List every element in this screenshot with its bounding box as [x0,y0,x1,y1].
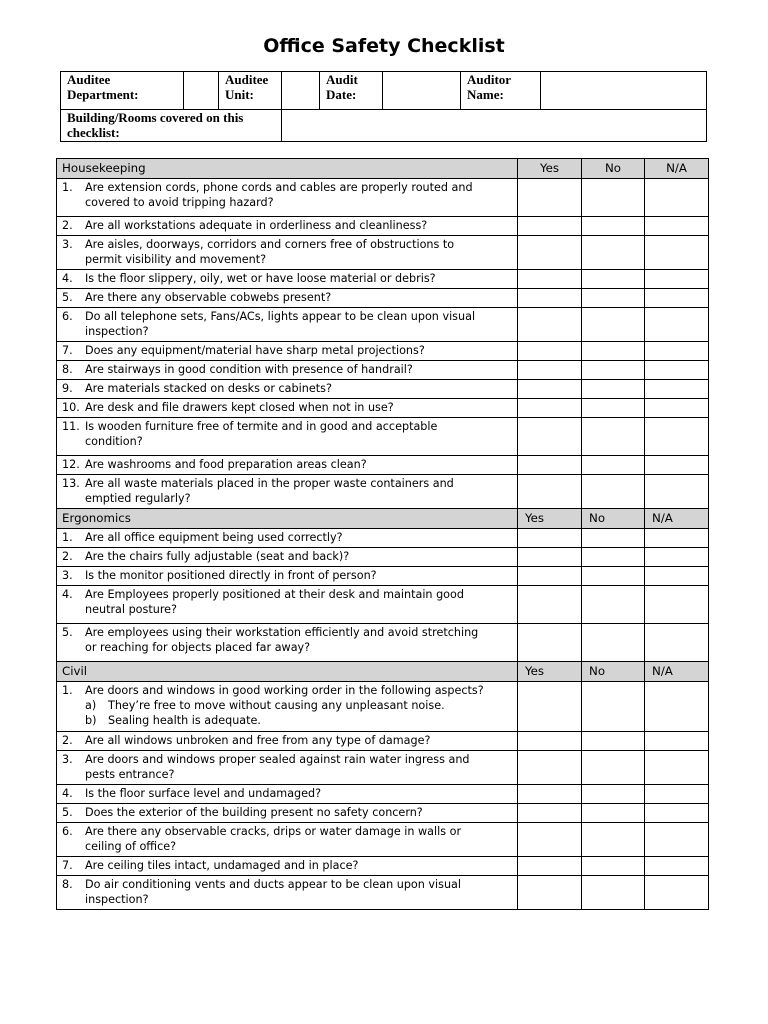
no-answer-cell[interactable] [582,289,645,308]
question-cell [57,342,518,361]
yes-column-header: Yes [518,159,582,179]
question-cell [57,624,518,662]
na-column-header: N/A [645,509,709,529]
question-number: 2. [62,219,73,232]
yes-column-header: Yes [518,509,582,529]
question-cell [57,857,518,876]
no-answer-cell[interactable] [582,270,645,289]
checklist-row [57,456,709,475]
question-cell [57,682,518,732]
question-text: Is the floor surface level and undamaged? [85,787,322,800]
checklist-table [56,158,709,910]
na-answer-cell[interactable] [645,236,709,270]
question-number: 8. [62,363,73,376]
checklist-row [57,548,709,567]
question-text: Does any equipment/material have sharp metal projections? [85,344,425,357]
question-number: 5. [62,626,73,639]
sub-question-list [85,698,485,728]
yes-answer-cell[interactable] [518,823,582,857]
question-cell [57,217,518,236]
yes-answer-cell[interactable] [518,751,582,785]
question-cell [57,289,518,308]
checklist-row [57,270,709,289]
sub-question [85,698,485,713]
question-text: Are all waste materials placed in the proper waste containers and emptied regularly? [85,477,454,505]
question-text: Is the floor slippery, oily, wet or have loose material or debris? [85,272,436,285]
question-text: Are washrooms and food preparation areas clean? [85,458,367,471]
question-text: Are extension cords, phone cords and cables are properly routed and covered to avoid tripping hazard? [85,181,473,209]
question-number: 6. [62,310,73,323]
section-title: Civil [57,662,518,682]
yes-answer-cell[interactable] [518,732,582,751]
na-answer-cell[interactable] [645,475,709,509]
yes-answer-cell[interactable] [518,586,582,624]
yes-answer-cell[interactable] [518,475,582,509]
auditee-unit-label: Auditee Unit: [219,72,282,110]
question-number: 7. [62,859,73,872]
question-text: Are all workstations adequate in orderliness and cleanliness? [85,219,428,232]
sub-question-label: b) [85,714,97,727]
na-answer-cell[interactable] [645,567,709,586]
na-answer-cell[interactable] [645,342,709,361]
question-number: 11. [62,420,80,433]
question-text: Are employees using their workstation efficiently and avoid stretching or reaching for objects placed far away? [85,626,479,654]
question-cell [57,380,518,399]
na-answer-cell[interactable] [645,418,709,456]
checklist-row [57,380,709,399]
na-answer-cell[interactable] [645,823,709,857]
question-text: Are desk and file drawers kept closed when not in use? [85,401,394,414]
question-text: Are stairways in good condition with presence of handrail? [85,363,413,376]
checklist-row [57,804,709,823]
section-header-housekeeping [57,159,709,179]
question-cell [57,732,518,751]
question-cell [57,308,518,342]
yes-answer-cell[interactable] [518,380,582,399]
na-answer-cell[interactable] [645,217,709,236]
no-answer-cell[interactable] [582,823,645,857]
no-answer-cell[interactable] [582,804,645,823]
question-text: Are there any observable cracks, drips or water damage in walls or ceiling of office? [85,825,462,853]
yes-answer-cell[interactable] [518,361,582,380]
question-cell [57,179,518,217]
question-number: 1. [62,181,73,194]
question-text: Are all windows unbroken and free from any type of damage? [85,734,431,747]
na-answer-cell[interactable] [645,804,709,823]
yes-answer-cell[interactable] [518,857,582,876]
checklist-row [57,857,709,876]
checklist-row [57,399,709,418]
question-number: 8. [62,878,73,891]
yes-answer-cell[interactable] [518,804,582,823]
no-column-header: No [582,662,645,682]
na-answer-cell[interactable] [645,548,709,567]
yes-answer-cell[interactable] [518,179,582,217]
section-title: Ergonomics [57,509,518,529]
question-number: 12. [62,458,80,471]
checklist-row [57,567,709,586]
question-cell [57,418,518,456]
question-number: 1. [62,684,73,697]
question-text: Are doors and windows in good working order in the following aspects? [85,684,484,697]
no-answer-cell[interactable] [582,682,645,732]
building-rooms-label: Building/Rooms covered on this checklist: [61,110,282,142]
question-number: 4. [62,272,73,285]
yes-answer-cell[interactable] [518,399,582,418]
no-answer-cell[interactable] [582,475,645,509]
auditor-name-label: Auditor Name: [461,72,541,110]
question-number: 3. [62,238,73,251]
section-title: Housekeeping [57,159,518,179]
no-answer-cell[interactable] [582,342,645,361]
question-text: Are Employees properly positioned at their desk and maintain good neutral posture? [85,588,464,616]
checklist-row [57,823,709,857]
question-number: 4. [62,787,73,800]
no-answer-cell[interactable] [582,857,645,876]
na-answer-cell[interactable] [645,380,709,399]
yes-answer-cell[interactable] [518,456,582,475]
no-answer-cell[interactable] [582,399,645,418]
no-answer-cell[interactable] [582,732,645,751]
yes-answer-cell[interactable] [518,567,582,586]
yes-column-header: Yes [518,662,582,682]
question-text: Are materials stacked on desks or cabinets? [85,382,332,395]
na-answer-cell[interactable] [645,456,709,475]
checklist-row [57,624,709,662]
question-cell [57,751,518,785]
question-cell [57,548,518,567]
question-text: Are the chairs fully adjustable (seat and back)? [85,550,350,563]
question-cell [57,475,518,509]
section-header-ergonomics [57,509,709,529]
na-answer-cell[interactable] [645,361,709,380]
yes-answer-cell[interactable] [518,529,582,548]
na-answer-cell[interactable] [645,876,709,910]
no-answer-cell[interactable] [582,308,645,342]
auditee-unit-field[interactable] [282,72,320,110]
na-answer-cell[interactable] [645,529,709,548]
question-cell [57,586,518,624]
question-cell [57,270,518,289]
no-answer-cell[interactable] [582,418,645,456]
yes-answer-cell[interactable] [518,624,582,662]
checklist-row [57,308,709,342]
checklist-row [57,236,709,270]
audit-info-table [60,71,707,142]
no-answer-cell[interactable] [582,751,645,785]
na-column-header: N/A [645,662,709,682]
checklist-row [57,586,709,624]
page-title: Office Safety Checklist [263,35,505,57]
building-rooms-field[interactable] [282,110,707,142]
na-answer-cell[interactable] [645,270,709,289]
checklist-row [57,289,709,308]
question-number: 2. [62,550,73,563]
question-text: Does the exterior of the building present no safety concern? [85,806,423,819]
question-text: Are all office equipment being used correctly? [85,531,343,544]
no-answer-cell[interactable] [582,236,645,270]
question-text: Are ceiling tiles intact, undamaged and in place? [85,859,359,872]
auditee-department-field[interactable] [184,72,219,110]
checklist-row [57,732,709,751]
checklist-row [57,529,709,548]
yes-answer-cell[interactable] [518,876,582,910]
question-number: 3. [62,753,73,766]
question-cell [57,804,518,823]
no-answer-cell[interactable] [582,876,645,910]
yes-answer-cell[interactable] [518,418,582,456]
checklist-row [57,361,709,380]
na-answer-cell[interactable] [645,682,709,732]
question-number: 13. [62,477,80,490]
na-answer-cell[interactable] [645,751,709,785]
no-column-header: No [582,509,645,529]
question-text: Do all telephone sets, Fans/ACs, lights appear to be clean upon visual inspection? [85,310,476,338]
no-answer-cell[interactable] [582,380,645,399]
na-answer-cell[interactable] [645,308,709,342]
checklist-row [57,682,709,732]
section-header-civil [57,662,709,682]
audit-date-label: Audit Date: [320,72,383,110]
question-number: 1. [62,531,73,544]
question-text: Are doors and windows proper sealed against rain water ingress and pests entrance? [85,753,470,781]
na-answer-cell[interactable] [645,179,709,217]
yes-answer-cell[interactable] [518,289,582,308]
sub-question [85,713,485,728]
no-answer-cell[interactable] [582,548,645,567]
auditor-name-field[interactable] [541,72,707,110]
no-answer-cell[interactable] [582,529,645,548]
checklist-row [57,475,709,509]
checklist-row [57,785,709,804]
na-answer-cell[interactable] [645,732,709,751]
yes-answer-cell[interactable] [518,682,582,732]
no-answer-cell[interactable] [582,179,645,217]
yes-answer-cell[interactable] [518,236,582,270]
na-answer-cell[interactable] [645,399,709,418]
question-cell [57,399,518,418]
question-number: 9. [62,382,73,395]
question-text: Are there any observable cobwebs present? [85,291,332,304]
sub-question-label: a) [85,699,97,712]
checklist-row [57,217,709,236]
yes-answer-cell[interactable] [518,308,582,342]
no-answer-cell[interactable] [582,567,645,586]
na-answer-cell[interactable] [645,624,709,662]
na-answer-cell[interactable] [645,785,709,804]
question-text: Is the monitor positioned directly in front of person? [85,569,377,582]
question-number: 3. [62,569,73,582]
no-answer-cell[interactable] [582,456,645,475]
checklist-row [57,751,709,785]
question-cell [57,529,518,548]
question-number: 2. [62,734,73,747]
na-column-header: N/A [645,159,709,179]
question-text: Is wooden furniture free of termite and in good and acceptable condition? [85,420,438,448]
question-number: 6. [62,825,73,838]
question-cell [57,785,518,804]
na-answer-cell[interactable] [645,586,709,624]
no-answer-cell[interactable] [582,624,645,662]
auditee-department-label: Auditee Department: [61,72,184,110]
no-column-header: No [582,159,645,179]
yes-answer-cell[interactable] [518,785,582,804]
no-answer-cell[interactable] [582,361,645,380]
question-text: Do air conditioning vents and ducts appear to be clean upon visual inspection? [85,878,462,906]
question-cell [57,361,518,380]
no-answer-cell[interactable] [582,586,645,624]
question-number: 5. [62,291,73,304]
question-text: Are aisles, doorways, corridors and corners free of obstructions to permit visibility and movement? [85,238,455,266]
yes-answer-cell[interactable] [518,342,582,361]
na-answer-cell[interactable] [645,289,709,308]
question-number: 5. [62,806,73,819]
no-answer-cell[interactable] [582,785,645,804]
question-cell [57,567,518,586]
yes-answer-cell[interactable] [518,270,582,289]
question-cell [57,456,518,475]
checklist-row [57,179,709,217]
question-number: 10. [62,401,80,414]
question-cell [57,236,518,270]
question-cell [57,823,518,857]
sub-question-text: They’re free to move without causing any unpleasant noise. [108,699,445,712]
question-cell [57,876,518,910]
checklist-row [57,418,709,456]
no-answer-cell[interactable] [582,217,645,236]
yes-answer-cell[interactable] [518,217,582,236]
na-answer-cell[interactable] [645,857,709,876]
yes-answer-cell[interactable] [518,548,582,567]
sub-question-text: Sealing health is adequate. [108,714,261,727]
question-number: 4. [62,588,73,601]
checklist-row [57,876,709,910]
checklist-row [57,342,709,361]
question-number: 7. [62,344,73,357]
audit-date-field[interactable] [383,72,461,110]
